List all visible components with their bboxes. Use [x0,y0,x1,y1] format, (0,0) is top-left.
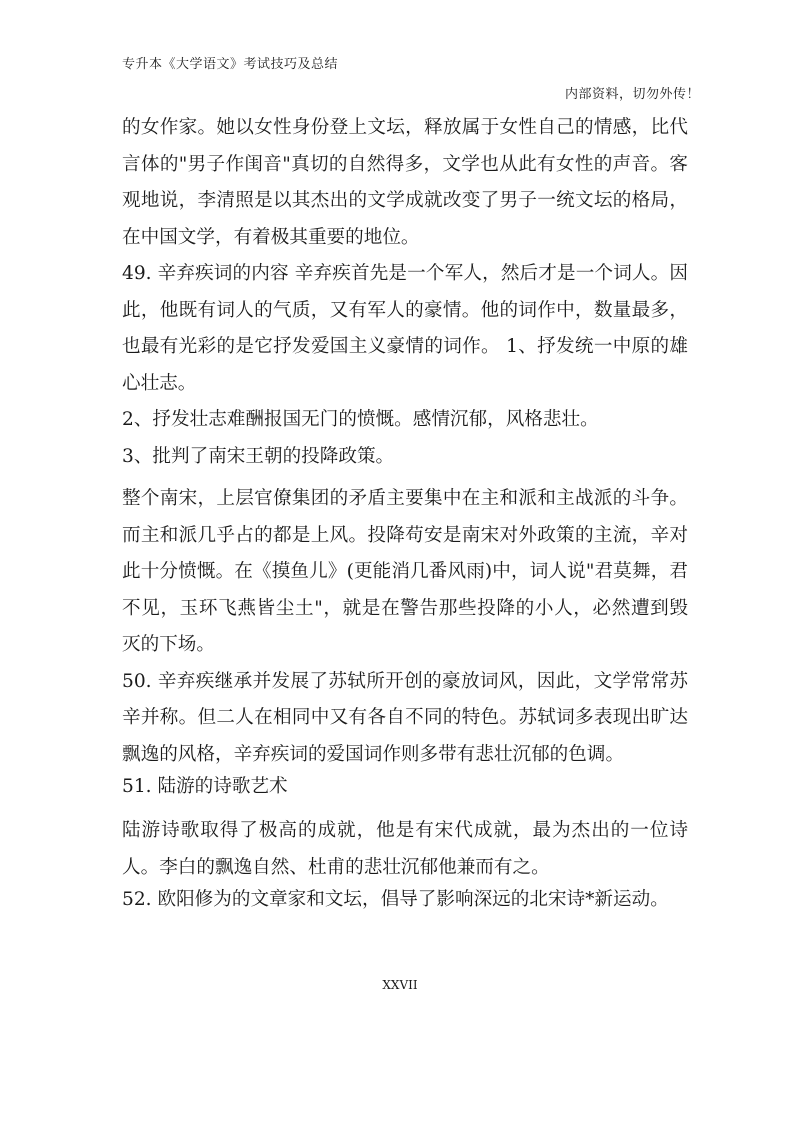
paragraph-item-51-heading: 51. 陆游的诗歌艺术 [122,776,288,797]
confidential-notice: 内部资料，切勿外传！ [564,87,700,102]
page-number: XXVII [382,978,418,992]
paragraph-item-50: 50. 辛弃疾继承并发展了苏轼所开创的豪放词风，因此，文学常常苏辛并称。但二人在相同中又有各自不同的特色。苏轼词多表现出旷达飘逸的风格，辛弃疾词的爱国词作则多带有悲壮沉郁的色调。 [122,670,688,765]
paragraph-item-49-point-2: 2、抒发壮志难酬报国无门的愤慨。感情沉郁，风格悲壮。 [122,409,599,430]
paragraph-item-52: 52. 欧阳修为的文章家和文坛，倡导了影响深远的北宋诗*新运动。 [122,889,669,910]
paragraph-item-49-point-3: 3、批判了南宋王朝的投降政策。 [122,445,395,467]
document-body [122,110,688,914]
document-header-title: 专升本《大学语文》考试技巧及总结 [122,57,339,72]
paragraph-southern-song: 整个南宋，上层官僚集团的矛盾主要集中在主和派和主战派的斗争。而主和派几乎占的都是上风。投降苟安是南宋对外政策的主流，辛对此十分愤慨。在《摸鱼儿》(更能消几番风雨)中，词人说"君莫舞，君不见，玉环飞燕皆尘土"，就是在警告那些投降的小人，必然遭到毁灭的下场。 [122,488,688,655]
paragraph-item-49: 49. 辛弃疾词的内容 辛弃疾首先是一个军人，然后才是一个词人。因此，他既有词人的气质，又有军人的豪情。他的词作中，数量最多，也最有光彩的是它抒发爱国主义豪情的词作。 1、抒发统一中原的雄心壮志。 [122,263,688,394]
paragraph-lu-you: 陆游诗歌取得了极高的成就，他是有宋代成就，最为杰出的一位诗人。李白的飘逸自然、杜甫的悲壮沉郁他兼而有之。 [122,820,688,878]
paragraph-li-qingzhao-conclusion: 的女作家。她以女性身份登上文坛，释放属于女性自己的情感，比代言体的"男子作闺音"真切的自然得多，文学也从此有女性的声音。客观地说，李清照是以其杰出的文学成就改变了男子一统文坛的格局，在中国文学，有着极其重要的地位。 [122,117,688,248]
